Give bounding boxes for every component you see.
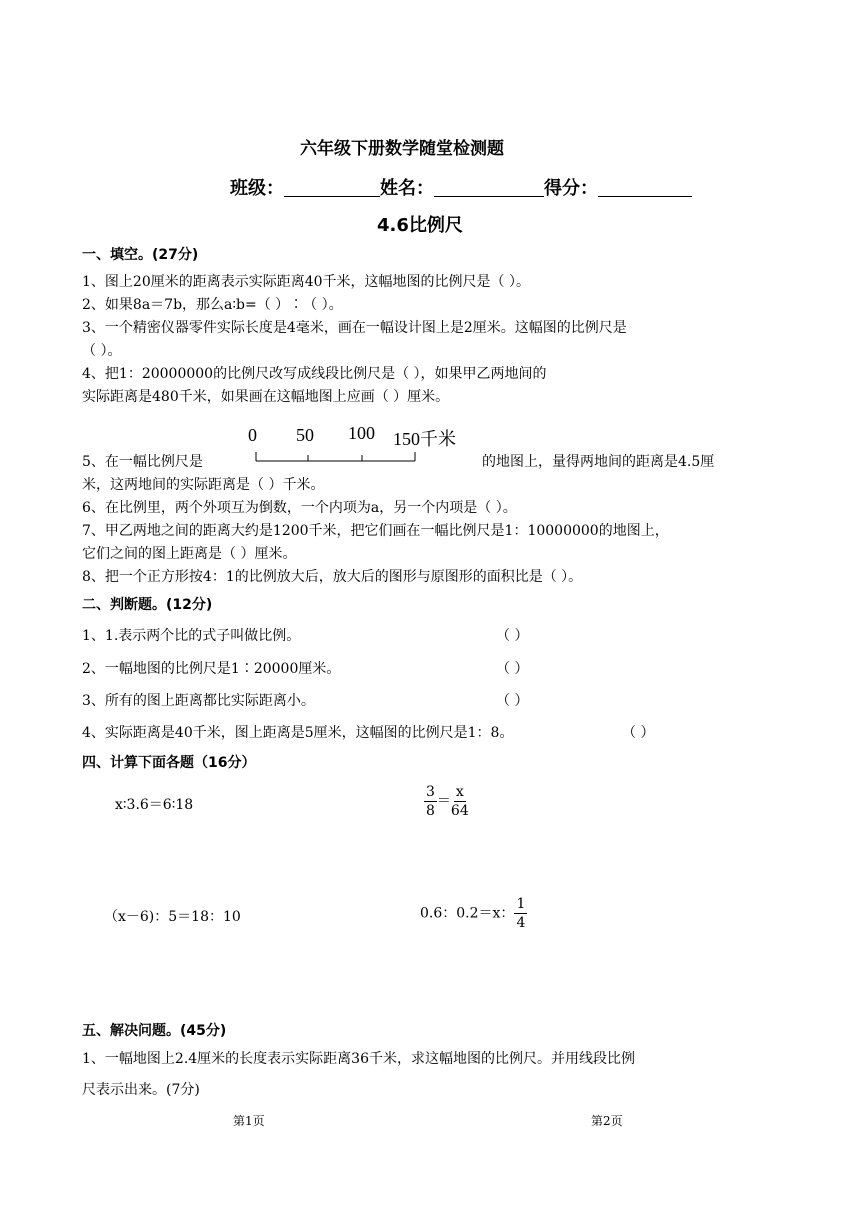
fraction-x-64: $\frac{x}{64}$ bbox=[450, 784, 469, 819]
judge-item-3: 3、所有的图上距离都比实际距离小。 bbox=[82, 693, 315, 709]
page-number-right: 第2页 bbox=[591, 1114, 623, 1128]
class-label: 班级： bbox=[230, 178, 284, 199]
judge-mark-1[interactable]: （ ） bbox=[496, 628, 529, 644]
equation-2: $\frac{3}{8}$ ＝ $\frac{x}{64}$ bbox=[426, 784, 469, 819]
section2-heading: 二、判断题。(12分) bbox=[82, 597, 213, 613]
question-1-2: 2、如果8a＝7b，那么a∶b=（ ）∶（ ）。 bbox=[82, 297, 343, 313]
problem-5-1-line2: 尺表示出来。(7分) bbox=[82, 1082, 200, 1098]
equation-1: x∶3.6＝6∶18 bbox=[115, 797, 194, 813]
question-1-7-line2: 它们之间的图上距离是（ ）厘米。 bbox=[82, 546, 297, 562]
question-1-5-line2: 米，这两地间的实际距离是（ ）千米。 bbox=[82, 477, 325, 493]
question-1-3-line2: （ ）。 bbox=[82, 343, 122, 359]
info-line bbox=[230, 174, 692, 200]
page-title: 六年级下册数学随堂检测题 bbox=[300, 139, 504, 159]
score-label: 得分： bbox=[544, 178, 598, 199]
page-subtitle: 4.6比例尺 bbox=[377, 215, 463, 236]
question-1-4-line1: 4、把1：20000000的比例尺改写成线段比例尺是（ ），如果甲乙两地间的 bbox=[82, 366, 547, 382]
judge-mark-4[interactable]: （ ） bbox=[622, 725, 655, 741]
problem-5-1-line1: 1、一幅地图上2.4厘米的长度表示实际距离36千米，求这幅地图的比例尺。并用线段比例 bbox=[82, 1051, 635, 1067]
judge-item-1: 1、1.表示两个比的式子叫做比例。 bbox=[82, 628, 301, 644]
scale-label-100: 100 bbox=[348, 423, 375, 443]
class-blank[interactable] bbox=[284, 180, 380, 197]
judge-item-2: 2、一幅地图的比例尺是1∶20000厘米。 bbox=[82, 661, 341, 677]
question-1-5-line1-a: 5、在一幅比例尺是 bbox=[82, 454, 203, 470]
section5-heading: 五、解决问题。(45分) bbox=[82, 1023, 227, 1039]
name-blank[interactable] bbox=[434, 180, 544, 197]
question-1-1: 1、图上20厘米的距离表示实际距离40千米，这幅地图的比例尺是（ ）。 bbox=[82, 274, 530, 290]
equation-3: （x－6)：5＝18：10 bbox=[104, 909, 241, 925]
question-1-4-line2: 实际距离是480千米，如果画在这幅地图上应画（ ）厘米。 bbox=[82, 389, 450, 405]
judge-mark-3[interactable]: （ ） bbox=[496, 693, 529, 709]
page-number-left: 第1页 bbox=[233, 1114, 265, 1128]
fraction-3-8: $\frac{3}{8}$ bbox=[426, 784, 435, 819]
judge-mark-2[interactable]: （ ） bbox=[496, 661, 529, 677]
scale-label-150km: 150千米 bbox=[393, 429, 456, 449]
line-scale-bar bbox=[252, 450, 422, 466]
question-1-7-line1: 7、甲乙两地之间的距离大约是1200千米，把它们画在一幅比例尺是1：10000000的地图上， bbox=[82, 523, 669, 539]
question-1-3-line1: 3、一个精密仪器零件实际长度是4毫米，画在一幅设计图上是2厘米。这幅图的比例尺是 bbox=[82, 320, 627, 336]
score-blank[interactable] bbox=[598, 180, 692, 197]
section4-heading: 四、计算下面各题（16分） bbox=[82, 755, 256, 771]
question-1-6: 6、在比例里，两个外项互为倒数，一个内项为a，另一个内项是（ ）。 bbox=[82, 500, 517, 516]
question-1-5-line1-b: 的地图上，量得两地间的距离是4.5厘 bbox=[482, 454, 715, 470]
name-label: 姓名： bbox=[380, 178, 434, 199]
fraction-1-4: $\frac{1}{4}$ bbox=[516, 896, 526, 931]
judge-item-4: 4、实际距离是40千米，图上距离是5厘米，这幅图的比例尺是1：8。 bbox=[82, 725, 514, 741]
question-1-8: 8、把一个正方形按4：1的比例放大后，放大后的图形与原图形的面积比是（ ）。 bbox=[82, 569, 583, 585]
scale-label-0: 0 bbox=[248, 425, 257, 445]
scale-label-50: 50 bbox=[296, 425, 314, 445]
section1-heading: 一、填空。(27分) bbox=[82, 247, 199, 263]
equation-4: 0.6：0.2＝x： $\frac{1}{4}$ bbox=[420, 896, 526, 931]
